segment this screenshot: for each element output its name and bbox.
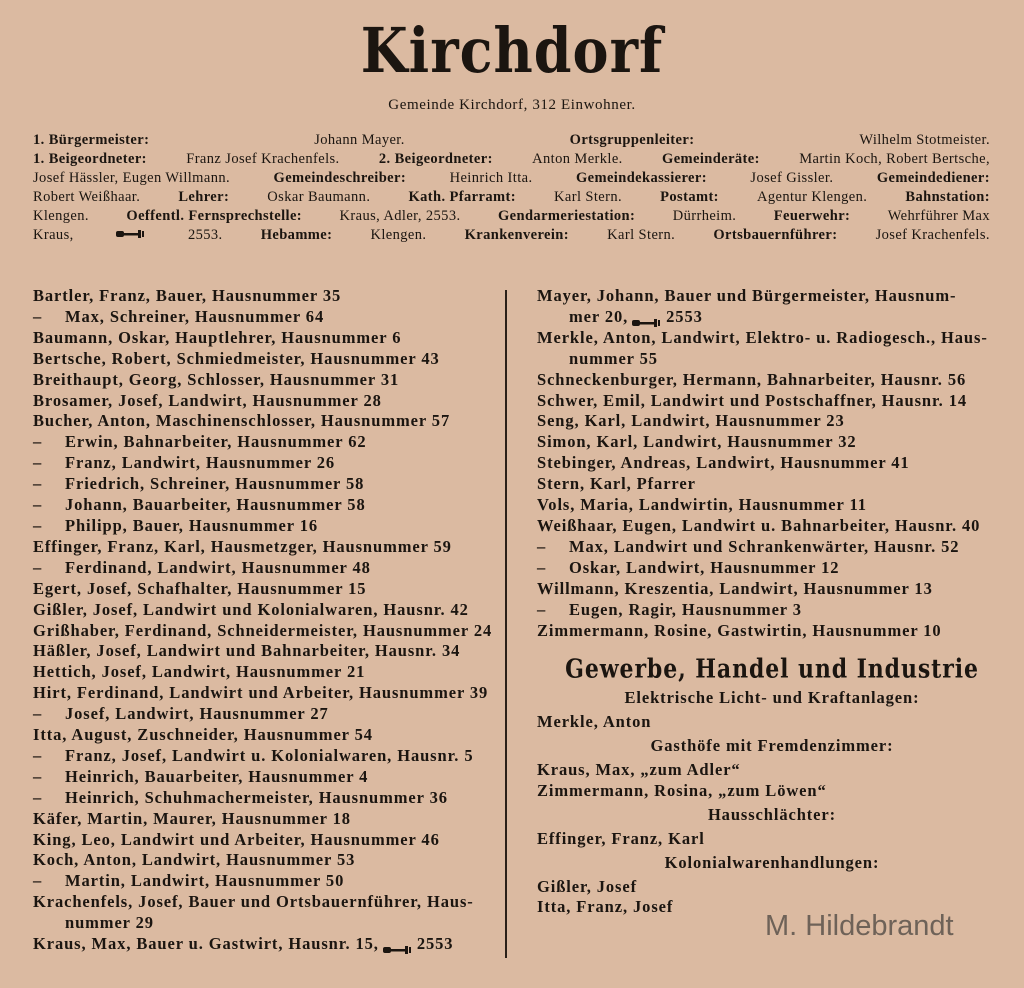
- info-value: Dürrheim.: [672, 208, 737, 224]
- business-category-heading: Elektrische Licht- und Kraftanlagen:: [624, 688, 920, 708]
- entry-line: [33, 934, 503, 955]
- entry-line: [33, 579, 503, 600]
- info-label: 2. Beigeordneter:: [378, 151, 493, 167]
- entry-text: Bartler, Franz, Bauer, Hausnummer 35: [33, 286, 342, 305]
- entry-line: [33, 391, 503, 412]
- list-item: [33, 516, 503, 537]
- list-item: [33, 683, 503, 704]
- list-item: [33, 746, 503, 767]
- entry-continuation: [537, 307, 1007, 328]
- dash-mark: –: [33, 453, 43, 473]
- entry-line: [33, 788, 503, 809]
- info-value: Johann Mayer.: [314, 132, 405, 148]
- entry-text: Martin, Landwirt, Hausnummer 50: [65, 871, 345, 891]
- list-item: [537, 600, 1007, 621]
- info-value: Franz Josef Krachenfels.: [186, 151, 340, 167]
- entry-line: [33, 641, 503, 662]
- list-item: [33, 558, 503, 579]
- entry-line: [33, 850, 503, 871]
- telephone-handset-icon: [116, 226, 146, 236]
- info-line: [33, 131, 990, 150]
- list-item: [537, 474, 1007, 495]
- entry-text-cont: nummer 55: [569, 348, 658, 368]
- info-value: Wehrführer Max: [887, 208, 990, 224]
- info-label: Kath. Pfarramt:: [408, 189, 516, 205]
- entry-line: [33, 600, 503, 621]
- entry-text: Krachenfels, Josef, Bauer und Ortsbauernführer, Haus-: [33, 892, 474, 912]
- info-label: Gemeinderäte:: [662, 151, 760, 167]
- list-item: [537, 558, 1007, 579]
- list-item: [33, 641, 503, 662]
- business-entry: Zimmermann, Rosina, „zum Löwen“: [537, 780, 827, 800]
- entry-text: Heinrich, Bauarbeiter, Hausnummer 4: [65, 766, 369, 786]
- right-column: [537, 286, 1007, 918]
- entry-line: [33, 495, 503, 516]
- info-label: Gemeindekassierer:: [575, 170, 707, 186]
- entry-line: [537, 370, 1007, 391]
- info-line: [33, 226, 990, 245]
- list-item: [33, 830, 503, 851]
- list-item: [33, 662, 503, 683]
- entry-line: [537, 391, 1007, 412]
- info-value: Josef Hässler, Eugen Willmann.: [33, 170, 231, 186]
- entry-text: Franz, Josef, Landwirt u. Kolonialwaren, Hausnr. 5: [65, 745, 474, 765]
- entry-line: [537, 328, 1007, 349]
- entry-text: Bucher, Anton, Maschinenschlosser, Hausnummer 57: [33, 411, 451, 431]
- business-section-title: Gewerbe, Handel und Industrie: [565, 653, 979, 685]
- info-label: Ortsgruppenleiter:: [569, 132, 695, 148]
- list-item: [33, 370, 503, 391]
- entry-line: [33, 746, 503, 767]
- entry-line: [33, 662, 503, 683]
- entry-text-cont: mer 20,: [569, 306, 629, 326]
- entry-text: Koch, Anton, Landwirt, Hausnummer 53: [33, 850, 356, 870]
- entry-line: [33, 516, 503, 537]
- info-label: Oeffentl. Fernsprechstelle:: [126, 208, 303, 224]
- list-item: [537, 328, 1007, 370]
- entry-line: [33, 349, 503, 370]
- entry-line: [33, 307, 503, 328]
- telephone-handset-icon: [632, 313, 662, 323]
- dash-mark: –: [537, 536, 547, 556]
- entry-line: [33, 432, 503, 453]
- officials-paragraph: [33, 131, 990, 245]
- business-entry: Itta, Franz, Josef: [537, 897, 674, 917]
- dash-mark: –: [33, 871, 43, 891]
- entry-line: [537, 516, 1007, 537]
- list-item: [537, 453, 1007, 474]
- dash-mark: –: [33, 515, 43, 535]
- watermark: M. Hildebrandt: [765, 910, 954, 942]
- entry-text: Erwin, Bahnarbeiter, Hausnummer 62: [65, 432, 367, 452]
- entry-text: Bertsche, Robert, Schmiedmeister, Hausnummer 43: [33, 348, 440, 368]
- entry-text: Stern, Karl, Pfarrer: [537, 474, 696, 494]
- dash-mark: –: [33, 704, 43, 724]
- entry-line: [33, 621, 503, 642]
- list-item: [537, 370, 1007, 391]
- info-line: [33, 207, 990, 226]
- info-value: Martin Koch, Robert Bertsche,: [799, 151, 990, 167]
- dash-mark: –: [33, 745, 43, 765]
- entry-line: [537, 411, 1007, 432]
- list-item: [33, 349, 503, 370]
- list-item: [537, 495, 1007, 516]
- list-item: [33, 704, 503, 725]
- entry-text: Hirt, Ferdinand, Landwirt und Arbeiter, Hausnummer 39: [33, 683, 489, 703]
- list-item: [33, 411, 503, 432]
- entry-line: [537, 579, 1007, 600]
- entry-text: Gißler, Josef, Landwirt und Kolonialwaren, Hausnr. 42: [33, 599, 469, 619]
- business-entry: Merkle, Anton: [537, 712, 652, 732]
- info-label: Ortsbauernführer:: [713, 227, 838, 243]
- dash-mark: –: [33, 474, 43, 494]
- entry-line: [33, 871, 503, 892]
- info-value: Wilhelm Stotmeister.: [859, 132, 990, 148]
- list-item: [33, 767, 503, 788]
- info-label: Bahnstation:: [905, 189, 990, 205]
- list-item: [537, 537, 1007, 558]
- entry-text: Weißhaar, Eugen, Landwirt u. Bahnarbeiter, Hausnr. 40: [537, 515, 981, 535]
- entry-text: Egert, Josef, Schafhalter, Hausnummer 15: [33, 578, 367, 598]
- entry-text: Josef, Landwirt, Hausnummer 27: [65, 704, 329, 724]
- entry-text: Kraus, Max, Bauer u. Gastwirt, Hausnr. 15,: [33, 934, 379, 954]
- dash-mark: –: [33, 766, 43, 786]
- info-label: Postamt:: [660, 189, 719, 205]
- entry-line: [33, 767, 503, 788]
- entry-continuation: [33, 913, 503, 934]
- entry-text: Oskar, Landwirt, Hausnummer 12: [569, 557, 840, 577]
- entry-line: [33, 370, 503, 391]
- entry-text: Simon, Karl, Landwirt, Hausnummer 32: [537, 432, 857, 452]
- entry-line: [537, 286, 1007, 307]
- entry-line: [33, 328, 503, 349]
- entry-text: Heinrich, Schuhmachermeister, Hausnummer 36: [65, 787, 448, 807]
- dash-mark: –: [33, 432, 43, 452]
- entry-text: Philipp, Bauer, Hausnummer 16: [65, 515, 319, 535]
- entry-text: Max, Schreiner, Hausnummer 64: [65, 306, 325, 326]
- entry-line: [537, 474, 1007, 495]
- list-item: [33, 391, 503, 412]
- dash-mark: –: [33, 306, 43, 326]
- entry-text: Merkle, Anton, Landwirt, Elektro- u. Radiogesch., Haus-: [537, 327, 988, 347]
- list-item: [537, 432, 1007, 453]
- info-label: Gemeindediener:: [876, 170, 990, 186]
- telephone-handset-icon: [383, 940, 413, 950]
- entry-line: [33, 809, 503, 830]
- entry-text: Baumann, Oskar, Hauptlehrer, Hausnummer 6: [33, 327, 402, 347]
- dash-mark: –: [33, 557, 43, 577]
- entry-line: [33, 704, 503, 725]
- list-item: [33, 892, 503, 934]
- list-item: [33, 788, 503, 809]
- entry-line: [33, 892, 503, 913]
- entry-line: [33, 725, 503, 746]
- list-item: [33, 474, 503, 495]
- list-item: [537, 411, 1007, 432]
- list-item: [33, 809, 503, 830]
- entry-text: Käfer, Martin, Maurer, Hausnummer 18: [33, 808, 351, 828]
- entry-text: Schwer, Emil, Landwirt und Postschaffner, Hausnr. 14: [537, 390, 968, 410]
- info-line: [33, 188, 990, 207]
- entry-continuation: [537, 349, 1007, 370]
- list-item: [33, 453, 503, 474]
- info-value: Robert Weißhaar.: [33, 189, 141, 205]
- entry-text: Brosamer, Josef, Landwirt, Hausnummer 28: [33, 390, 382, 410]
- entry-text: Willmann, Kreszentia, Landwirt, Hausnummer 13: [537, 578, 933, 598]
- entry-text: Effinger, Franz, Karl, Hausmetzger, Hausnummer 59: [33, 536, 452, 556]
- business-entry: Effinger, Franz, Karl: [537, 828, 705, 848]
- entry-line: [537, 600, 1007, 621]
- business-entry: Kraus, Max, „zum Adler“: [537, 760, 741, 780]
- business-sections: [537, 688, 1007, 918]
- info-value: Klengen.: [370, 227, 427, 243]
- entry-line: [537, 537, 1007, 558]
- business-category-heading: Hausschlächter:: [707, 804, 837, 824]
- business-category-heading: Kolonialwarenhandlungen:: [664, 852, 880, 872]
- entry-line: [33, 411, 503, 432]
- info-value: Kraus, Adler, 2553.: [339, 208, 461, 224]
- entry-text: Vols, Maria, Landwirtin, Hausnummer 11: [537, 495, 867, 515]
- page-title: Kirchdorf: [360, 13, 664, 87]
- entry-line: [33, 474, 503, 495]
- entry-text: Schneckenburger, Hermann, Bahnarbeiter, Hausnr. 56: [537, 369, 967, 389]
- info-label: Gemeindeschreiber:: [273, 170, 407, 186]
- entry-text: Ferdinand, Landwirt, Hausnummer 48: [65, 557, 371, 577]
- entry-line: [33, 453, 503, 474]
- entry-text: Seng, Karl, Landwirt, Hausnummer 23: [537, 411, 845, 431]
- list-item: [33, 307, 503, 328]
- dash-mark: –: [33, 495, 43, 515]
- list-item: [33, 934, 503, 955]
- entry-line: [33, 537, 503, 558]
- entry-text: Grißhaber, Ferdinand, Schneidermeister, Hausnummer 24: [33, 620, 493, 640]
- column-divider: [505, 290, 507, 958]
- info-line: [33, 169, 990, 188]
- list-item: [33, 871, 503, 892]
- entry-text: Hettich, Josef, Landwirt, Hausnummer 21: [33, 662, 366, 682]
- dash-mark: –: [537, 599, 547, 619]
- page-subtitle: Gemeinde Kirchdorf, 312 Einwohner.: [388, 97, 636, 113]
- info-value: Oskar Baumann.: [267, 189, 371, 205]
- phone-number: 2553: [416, 934, 454, 954]
- business-entry: Gißler, Josef: [537, 876, 638, 896]
- info-label: Krankenverein:: [464, 227, 570, 243]
- info-value: Heinrich Itta.: [449, 170, 533, 186]
- list-item: [537, 621, 1007, 642]
- entry-line: [537, 495, 1007, 516]
- list-item: [33, 328, 503, 349]
- entry-text: Häßler, Josef, Landwirt und Bahnarbeiter, Hausnr. 34: [33, 641, 461, 661]
- list-item: [33, 537, 503, 558]
- entry-line: [537, 558, 1007, 579]
- dash-mark: –: [537, 557, 547, 577]
- list-item: [537, 391, 1007, 412]
- entry-line: [33, 830, 503, 851]
- info-label: Gendarmeriestation:: [497, 208, 636, 224]
- list-item: [33, 579, 503, 600]
- entry-text: Stebinger, Andreas, Landwirt, Hausnummer 41: [537, 453, 910, 473]
- entry-text: Eugen, Ragir, Hausnummer 3: [569, 599, 802, 619]
- info-value: Karl Stern.: [607, 227, 676, 243]
- entry-text: Johann, Bauarbeiter, Hausnummer 58: [65, 495, 366, 515]
- entry-line: [537, 432, 1007, 453]
- list-item: [33, 850, 503, 871]
- entry-text: Max, Landwirt und Schrankenwärter, Hausnr. 52: [569, 536, 960, 556]
- entry-text: Franz, Landwirt, Hausnummer 26: [65, 453, 336, 473]
- list-item: [33, 725, 503, 746]
- list-item: [537, 516, 1007, 537]
- residents-list-left: [33, 286, 503, 955]
- entry-text: Mayer, Johann, Bauer und Bürgermeister, Hausnum-: [537, 286, 957, 305]
- info-label: 1. Beigeordneter:: [33, 151, 147, 167]
- info-label: 1. Bürgermeister:: [33, 132, 150, 148]
- info-line: [33, 150, 990, 169]
- info-value: Kraus,: [33, 227, 74, 243]
- list-item: [537, 579, 1007, 600]
- info-value: Klengen.: [33, 208, 89, 224]
- residents-list-right: [537, 286, 1007, 641]
- entry-line: [537, 621, 1007, 642]
- list-item: [33, 600, 503, 621]
- list-item: [537, 286, 1007, 328]
- entry-line: [537, 453, 1007, 474]
- phone-number: 2553: [666, 306, 703, 326]
- info-label: Feuerwehr:: [773, 208, 851, 224]
- info-label: Hebamme:: [260, 227, 333, 243]
- list-item: [33, 286, 503, 307]
- entry-text: Breithaupt, Georg, Schlosser, Hausnummer 31: [33, 369, 400, 389]
- entry-text-cont: nummer 29: [65, 913, 154, 933]
- entry-text: King, Leo, Landwirt und Arbeiter, Hausnummer 46: [33, 829, 440, 849]
- dash-mark: –: [33, 787, 43, 807]
- entry-text: Itta, August, Zuschneider, Hausnummer 54: [33, 725, 373, 745]
- entry-line: [33, 558, 503, 579]
- info-value: Josef Gissler.: [750, 170, 834, 186]
- entry-line: [33, 286, 503, 307]
- business-category-heading: Gasthöfe mit Fremdenzimmer:: [650, 736, 894, 756]
- info-value: 2553.: [187, 227, 223, 243]
- entry-text: Zimmermann, Rosine, Gastwirtin, Hausnummer 10: [537, 620, 942, 640]
- entry-line: [33, 683, 503, 704]
- list-item: [33, 621, 503, 642]
- info-value: Anton Merkle.: [532, 151, 623, 167]
- info-value: Josef Krachenfels.: [875, 227, 990, 243]
- list-item: [33, 432, 503, 453]
- info-value: Agentur Klengen.: [757, 189, 868, 205]
- info-label: Lehrer:: [178, 189, 230, 205]
- info-value: Karl Stern.: [554, 189, 623, 205]
- list-item: [33, 495, 503, 516]
- entry-text: Friedrich, Schreiner, Hausnummer 58: [65, 474, 365, 494]
